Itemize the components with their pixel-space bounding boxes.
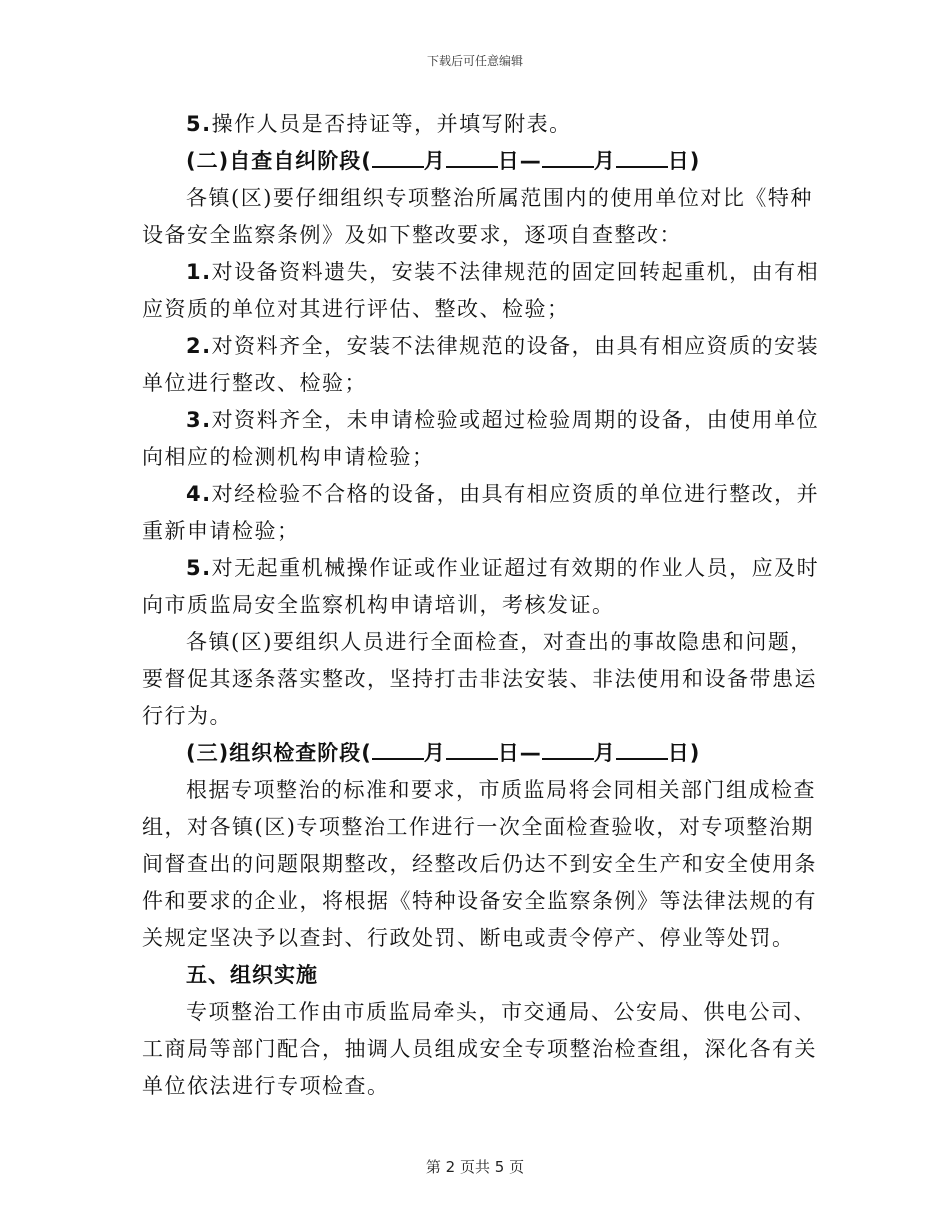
- section-heading: [142, 735, 797, 772]
- list-item: [142, 402, 820, 439]
- item-number: 4.: [186, 482, 212, 506]
- heading-text: 月: [423, 741, 446, 765]
- page-total: 5: [494, 1158, 505, 1176]
- list-item: [142, 254, 820, 291]
- section-heading: [142, 143, 797, 180]
- paragraph-line: 应资质的单位对其进行评估、整改、检验；: [142, 297, 570, 321]
- paragraph-line: 专项整治工作由市质监局牵头，市交通局、公安局、供电公司、: [186, 1000, 816, 1024]
- list-item: [142, 106, 797, 143]
- paragraph-line: 向相应的检测机构申请检验；: [142, 445, 435, 469]
- heading-text: 日—: [497, 149, 542, 173]
- item-text: 对无起重机械操作证或作业证超过有效期的作业人员，应及时: [211, 556, 820, 580]
- item-text: 对经检验不合格的设备，由具有相应资质的单位进行整改，并: [211, 482, 820, 506]
- heading-text: 日): [667, 741, 701, 765]
- paragraph-line: 工商局等部门配合，抽调人员组成安全专项整治检查组，深化各有关: [142, 1037, 817, 1061]
- list-item: [142, 476, 820, 513]
- page-number: 2: [445, 1158, 456, 1176]
- heading-text: 日—: [497, 741, 542, 765]
- paragraph-line: 向市质监局安全监察机构申请培训，考核发证。: [142, 593, 615, 617]
- paragraph-line: 行行为。: [142, 704, 232, 728]
- item-text: 对资料齐全，安装不法律规范的设备，由具有相应资质的安装: [211, 334, 820, 358]
- paragraph-line: 重新申请检验；: [142, 519, 300, 543]
- blank-field: [446, 736, 498, 760]
- blank-field: [372, 736, 424, 760]
- paragraph-line: 单位进行整改、检验；: [142, 371, 367, 395]
- paragraph-line: 关规定坚决予以查封、行政处罚、断电或责令停产、停业等处罚。: [142, 926, 795, 950]
- heading-text: 月: [593, 741, 616, 765]
- blank-field: [446, 144, 498, 168]
- list-item: [142, 550, 820, 587]
- item-text: 操作人员是否持证等，并填写附表。: [211, 112, 572, 136]
- blank-field: [616, 144, 668, 168]
- item-number: 5.: [186, 112, 212, 136]
- item-number: 2.: [186, 334, 212, 358]
- blank-field: [542, 736, 594, 760]
- item-text: 对资料齐全，未申请检验或超过检验周期的设备，由使用单位: [211, 408, 820, 432]
- heading-text: 月: [593, 149, 616, 173]
- blank-field: [616, 736, 668, 760]
- paragraph-line: 各镇(区)要组织人员进行全面检查，对查出的事故隐患和问题，: [186, 630, 813, 654]
- page-header: 下载后可任意编辑: [426, 54, 523, 68]
- item-number: 3.: [186, 408, 212, 432]
- document-body: [142, 106, 820, 1105]
- section-heading: 五、组织实施: [186, 963, 318, 987]
- paragraph-line: 根据专项整治的标准和要求，市质监局将会同相关部门组成检查: [186, 778, 816, 802]
- footer-prefix: 第: [425, 1158, 441, 1176]
- item-number: 5.: [186, 556, 212, 580]
- item-number: 1.: [186, 260, 212, 284]
- heading-text: (三)组织检查阶段(: [186, 741, 372, 765]
- paragraph-line: 间督查出的问题限期整改，经整改后仍达不到安全生产和安全使用条: [142, 852, 817, 876]
- paragraph-line: 设备安全监察条例》及如下整改要求，逐项自查整改：: [142, 223, 682, 247]
- paragraph-line: 组，对各镇(区)专项整治工作进行一次全面检查验收，对专项整治期: [142, 815, 814, 839]
- paragraph-line: 要督促其逐条落实整改，坚持打击非法安装、非法使用和设备带患运: [142, 667, 817, 691]
- footer-middle: 页共: [459, 1158, 490, 1176]
- footer-suffix: 页: [509, 1158, 525, 1176]
- heading-text: 日): [667, 149, 701, 173]
- page-footer: [0, 1156, 950, 1177]
- paragraph-line: 各镇(区)要仔细组织专项整治所属范围内的使用单位对比《特种: [186, 186, 813, 210]
- heading-text: (二)自查自纠阶段(: [186, 149, 372, 173]
- blank-field: [542, 144, 594, 168]
- item-text: 对设备资料遗失，安装不法律规范的固定回转起重机，由有相: [211, 260, 820, 284]
- blank-field: [372, 144, 424, 168]
- heading-text: 月: [423, 149, 446, 173]
- list-item: [142, 328, 820, 365]
- paragraph-line: 件和要求的企业，将根据《特种设备安全监察条例》等法律法规的有: [142, 889, 817, 913]
- paragraph-line: 单位依法进行专项检查。: [142, 1074, 390, 1098]
